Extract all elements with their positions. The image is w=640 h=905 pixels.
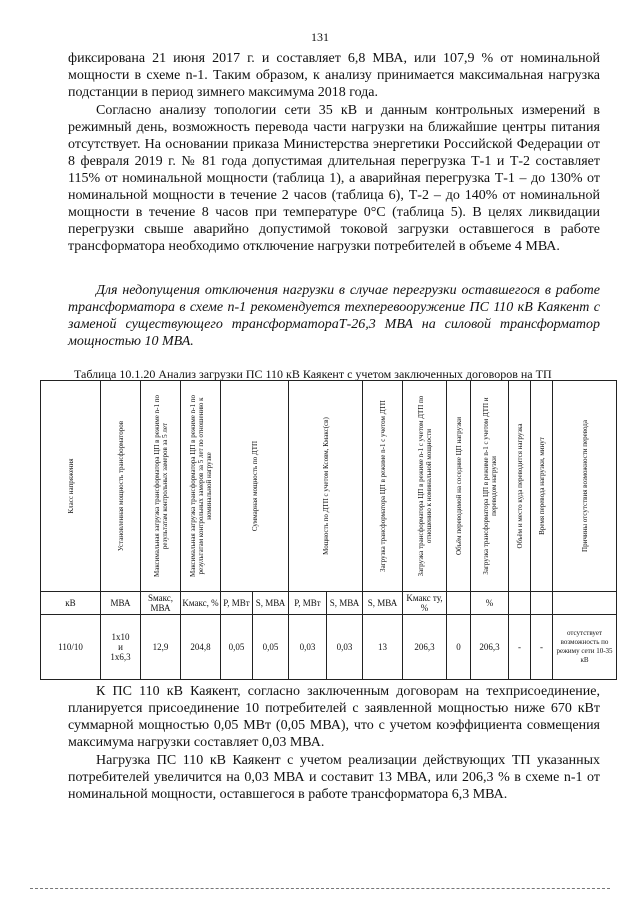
paragraph-1: фиксирована 21 июня 2017 г. и составляет 6,8 МВА, или 107,9 % от номинальной мощности в схеме n-1. Таким образом, к анализу принимается максимальная нагрузка подстанции в период зимнего максимума 2018 года. [68,51,600,100]
unit-cell: кВ [41,592,101,615]
cell-transfer-volume: 0 [447,615,471,680]
header-load-n1: Загрузка трансформатора ЦП в режиме n-1 с учетом ДТП [363,381,403,592]
scan-artifact-line [30,888,610,890]
load-analysis-table [40,380,617,680]
cell-load-n1: 13 [363,615,403,680]
page-number: 131 [311,30,329,44]
paragraph-4: К ПС 110 кВ Каякент, согласно заключенным договорам на техприсоединение, планируется присоединение 10 потребителей с заявленной мощностью ниже 670 кВт суммарной мощностью 0,05 МВт (0,05 МВА), что с учетом коэффициента совмещения максимума нагрузки составляет 0,03 МВА. [68,684,600,750]
unit-cell: S, МВА [253,592,289,615]
header-dtp-ksovm: Мощность по ДТП с учетом Ксовм, Кмакс(св) [289,381,363,592]
table-caption: Таблица 10.1.20 Анализ загрузки ПС 110 кВ Каякент с учетом заключенных договоров на ТП [74,367,552,381]
unit-cell: S, МВА [363,592,403,615]
header-transfer-time: Время перевода нагрузки, минут [531,381,553,592]
unit-cell: P, МВт [289,592,327,615]
installed-line-2: и [118,642,123,652]
cell-smax: 12,9 [141,615,181,680]
cell-place: - [509,615,531,680]
paragraph-5: Нагрузка ПС 110 кВ Каякент с учетом реализации действующих ТП указанных потребителей увеличится на 0,03 МВА и составит 13 МВА, или 206,3 % в схеме n-1 от номинальной мощности, оставшегося в работе трансформатора 6,3 МВА. [68,753,600,802]
cell-p-dtp: 0,05 [221,615,253,680]
cell-p-ksovm: 0,03 [289,615,327,680]
unit-cell [509,592,531,615]
paragraph-3: Для недопущения отключения нагрузки в случае перегрузки оставшегося в работе трансформатора в схеме n-1 рекомендуется техперевооружение ПС 110 кВ Каякент с заменой существующего трансформатораТ-26,3 МВА на силовой трансформатор мощностью 10 МВА. [68,283,600,349]
header-installed-power: Установленная мощность трансформаторов [101,381,141,592]
cell-voltage: 110/10 [41,615,101,680]
cell-kmax: 204,8 [181,615,221,680]
cell-s-ksovm: 0,03 [327,615,363,680]
header-load-n1-percent: Загрузка трансформатора ЦП в режиме n-1 с учетом ДТП по отношению к номинальной мощности [403,381,447,592]
unit-cell: S, МВА [327,592,363,615]
unit-cell: Kмакс, % [181,592,221,615]
cell-installed-power [101,615,141,680]
cell-kmax-tu: 206,3 [403,615,447,680]
installed-line-3: 1х6,3 [110,652,131,662]
unit-cell: Kмакс ту, % [403,592,447,615]
unit-cell [531,592,553,615]
header-reason: Причины отсутствия возможности перевода [553,381,617,592]
header-load-after-transfer: Загрузка трансформатора ЦП в режиме n-1 с учетом ДТП и переводом нагрузки [471,381,509,592]
installed-line-1: 1х10 [111,632,130,642]
unit-cell: P, МВт [221,592,253,615]
header-total-dtp: Суммарная мощность по ДТП [221,381,289,592]
header-max-load-percent: Максимальная загрузка трансформатора ЦП в режиме n-1 по результатам контрольных замеров за 5 лет по отношению к номинальной нагрузке [181,381,221,592]
unit-cell: Sмакс, МВА [141,592,181,615]
unit-cell: МВА [101,592,141,615]
cell-load-after: 206,3 [471,615,509,680]
table-row [41,615,617,680]
paragraph-2: Согласно анализу топологии сети 35 кВ и данным контрольных измерений в режимный день, возможность перевода части нагрузки на ближайшие центры питания отсутствует. На основании приказа Министерства энергетики Российской Федерации от 8 февраля 2019 г. № 81 года допустимая длительная перегрузка Т-1 и Т-2 составляет 115% от номинальной мощности (таблица 1), а аварийная перегрузка Т-1 – до 130% от номинальной мощности в течение 2 часов (таблица 6), Т-2 – до 140% от номинальной мощности в течение 8 часов при температуре 0°С (таблица 5). В целях ликвидации перегрузки свыше аварийно допустимой токовой загрузки оставшегося в работе трансформатора необходимо отключение нагрузки потребителей в объеме 4 МВА. [68,103,600,254]
header-transfer-place: Объём и место куда переводится нагрузка [509,381,531,592]
unit-cell [553,592,617,615]
header-max-load: Максимальная загрузка трансформатора ЦП в режиме n-1 по результатам контрольных замеров за 5 лет [141,381,181,592]
header-voltage-class: Класс напряжения [41,381,101,592]
table-units-row [41,592,617,615]
cell-reason: отсутствует возможность по режиму сети 10-35 кВ [553,615,617,680]
unit-cell: % [471,592,509,615]
unit-cell [447,592,471,615]
table-header-row [41,381,617,592]
cell-s-dtp: 0,05 [253,615,289,680]
cell-time: - [531,615,553,680]
header-transfer-volume: Объём переводимой на соседние ЦП нагрузки [447,381,471,592]
